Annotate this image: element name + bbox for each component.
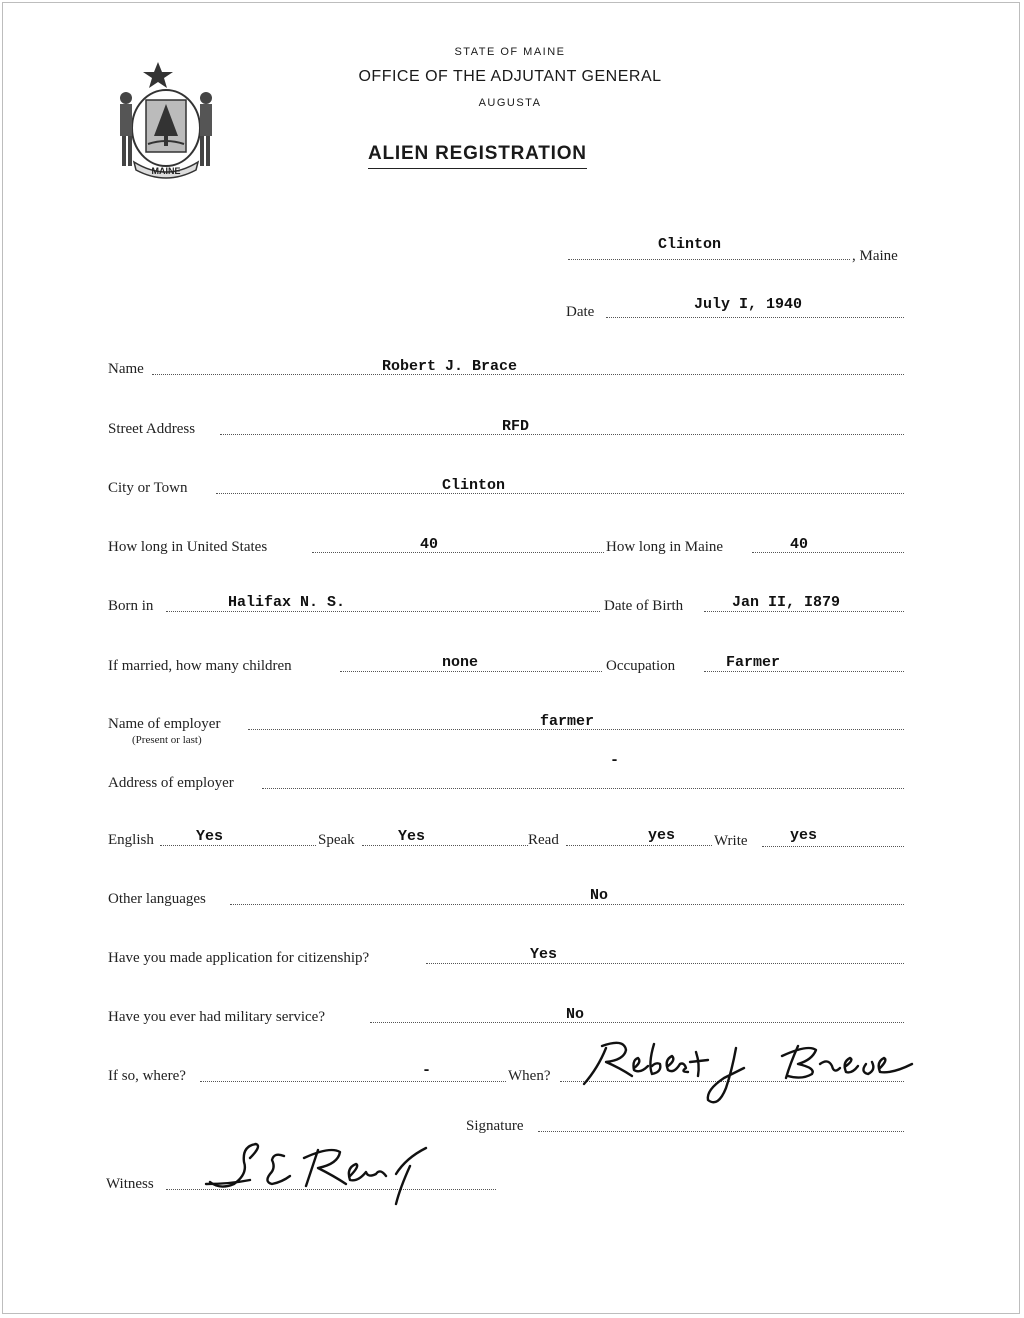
citizenship-label: Have you made application for citizenship? (108, 950, 370, 966)
children-value: none (442, 654, 479, 671)
write-value: yes (790, 827, 818, 844)
town-value: Clinton (658, 236, 722, 253)
born-in-line (166, 611, 600, 612)
write-label: Write (714, 833, 748, 849)
other-languages-value: No (590, 887, 609, 904)
dob-value: Jan II, I879 (732, 594, 841, 611)
other-languages-line (230, 904, 904, 905)
maine-state-seal (110, 58, 222, 184)
where-label: If so, where? (108, 1068, 186, 1084)
english-value: Yes (196, 828, 224, 845)
town-line (568, 259, 850, 260)
born-in-value: Halifax N. S. (228, 594, 346, 611)
speak-label: Speak (318, 832, 355, 848)
born-in-label: Born in (108, 598, 154, 614)
occupation-value: Farmer (726, 654, 781, 671)
occupation-label: Occupation (606, 658, 676, 674)
street-value: RFD (502, 418, 530, 435)
signature-line (538, 1131, 904, 1132)
city-label: City or Town (108, 480, 188, 496)
seal-banner-text: MAINE (151, 166, 181, 176)
speak-value: Yes (398, 828, 426, 845)
witness-label: Witness (106, 1176, 154, 1192)
street-label: Street Address (108, 421, 196, 437)
witness-signature (200, 1138, 440, 1208)
us-duration-label: How long in United States (108, 539, 268, 555)
state-suffix: , Maine (852, 248, 898, 264)
date-value: July I, 1940 (694, 296, 803, 313)
military-line (370, 1022, 904, 1023)
header-state: STATE OF MAINE (454, 46, 566, 58)
date-label: Date (566, 304, 595, 320)
children-label: If married, how many children (108, 658, 292, 674)
date-line (606, 317, 904, 318)
dob-label: Date of Birth (604, 598, 684, 614)
signature-label: Signature (466, 1118, 524, 1134)
read-label: Read (528, 832, 559, 848)
maine-duration-value: 40 (790, 536, 809, 553)
military-label: Have you ever had military service? (108, 1009, 325, 1025)
citizenship-value: Yes (530, 946, 558, 963)
english-label: English (108, 832, 154, 848)
header-city: AUGUSTA (478, 97, 542, 109)
employer-address-line (262, 788, 904, 789)
employer-sublabel: (Present or last) (132, 734, 202, 746)
dob-line (704, 611, 904, 612)
military-value: No (566, 1006, 585, 1023)
employer-address-label: Address of employer (108, 775, 234, 791)
city-value: Clinton (442, 477, 506, 494)
english-line (160, 845, 316, 846)
children-line (340, 671, 602, 672)
header-office: OFFICE OF THE ADJUTANT GENERAL (358, 68, 662, 85)
form-title: ALIEN REGISTRATION (368, 143, 587, 169)
name-label: Name (108, 361, 144, 377)
write-line (762, 846, 904, 847)
read-value: yes (648, 827, 676, 844)
street-line (220, 434, 904, 435)
where-line (200, 1081, 506, 1082)
employer-label: Name of employer (108, 716, 221, 732)
name-line (152, 374, 904, 375)
us-duration-line (312, 552, 604, 553)
maine-duration-label: How long in Maine (606, 539, 724, 555)
city-line (216, 493, 904, 494)
employer-value: farmer (540, 713, 595, 730)
speak-line (362, 845, 528, 846)
employer-address-value: - (610, 752, 620, 769)
us-duration-value: 40 (420, 536, 439, 553)
when-label: When? (508, 1068, 551, 1084)
applicant-signature (576, 1034, 920, 1114)
maine-duration-line (752, 552, 904, 553)
other-languages-label: Other languages (108, 891, 206, 907)
citizenship-line (426, 963, 904, 964)
occupation-line (704, 671, 904, 672)
name-value: Robert J. Brace (382, 358, 518, 375)
where-value: - (422, 1062, 432, 1079)
read-line (566, 845, 712, 846)
